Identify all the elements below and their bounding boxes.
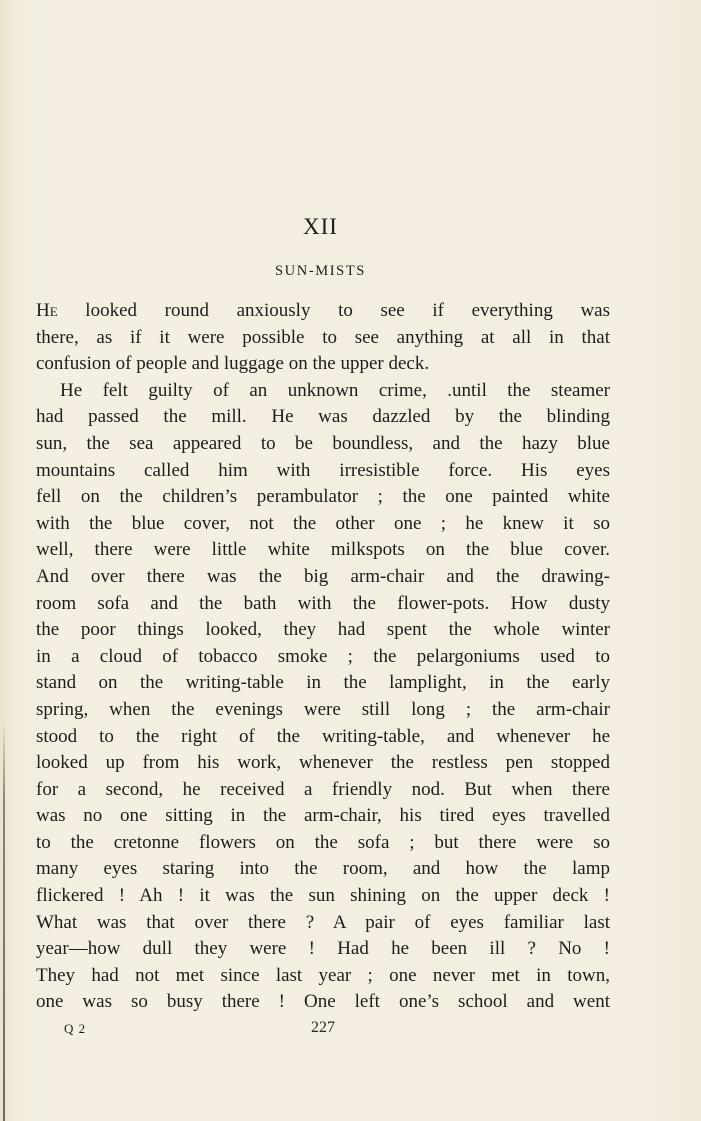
text-line: stand on the writing-table in the lamplight, in the early [36, 672, 610, 694]
text-line-content: looked round anxiously to see if everything was [57, 300, 610, 321]
text-line: well, there were little white milkspots on the blue cover. [36, 539, 610, 561]
text-line: spring, when the evenings were still long ; the arm-chair [36, 698, 610, 720]
text-line: What was that over there ? A pair of eyes familiar last [36, 911, 610, 933]
first-word: He [36, 300, 58, 321]
body-text [36, 298, 610, 1016]
text-line: mountains called him with irresistible force. His eyes [36, 459, 610, 481]
text-line: had passed the mill. He was dazzled by the blinding [36, 406, 610, 428]
chapter-number: XII [303, 214, 338, 239]
text-line: there, as if it were possible to see anything at all in that [36, 326, 610, 348]
signature-mark: Q 2 [64, 1021, 87, 1036]
page-number: 227 [311, 1019, 335, 1036]
text-line: one was so busy there ! One left one’s school and went [36, 991, 610, 1013]
text-line: the poor things looked, they had spent the whole winter [36, 619, 610, 641]
text-line: fell on the children’s perambulator ; the one painted white [36, 486, 610, 508]
text-line: He felt guilty of an unknown crime, .until the steamer [60, 379, 610, 401]
text-line: confusion of people and luggage on the upper deck. [36, 353, 430, 375]
text-line: many eyes staring into the room, and how the lamp [36, 858, 610, 880]
text-line: flickered ! Ah ! it was the sun shining on the upper deck ! [36, 885, 610, 907]
text-line: room sofa and the bath with the flower-pots. How dusty [36, 592, 610, 614]
text-line: in a cloud of tobacco smoke ; the pelargoniums used to [36, 645, 610, 667]
text-line: for a second, he received a friendly nod. But when there [36, 778, 610, 800]
text-line: year—how dull they were ! Had he been ill ? No ! [36, 938, 610, 960]
text-line [36, 298, 610, 325]
text-line: And over there was the big arm-chair and the drawing- [36, 565, 610, 587]
text-line: with the blue cover, not the other one ; he knew it so [36, 512, 610, 534]
text-line: looked up from his work, whenever the restless pen stopped [36, 752, 610, 774]
chapter-title: SUN-MISTS [275, 263, 366, 279]
text-line: stood to the right of the writing-table, and whenever he [36, 725, 610, 747]
text-line: They had not met since last year ; one never met in town, [36, 964, 610, 986]
text-line: to the cretonne flowers on the sofa ; but there were so [36, 831, 610, 853]
text-line: sun, the sea appeared to be boundless, and the hazy blue [36, 432, 610, 454]
binding-edge [3, 720, 5, 1121]
text-line: was no one sitting in the arm-chair, his tired eyes travelled [36, 805, 610, 827]
